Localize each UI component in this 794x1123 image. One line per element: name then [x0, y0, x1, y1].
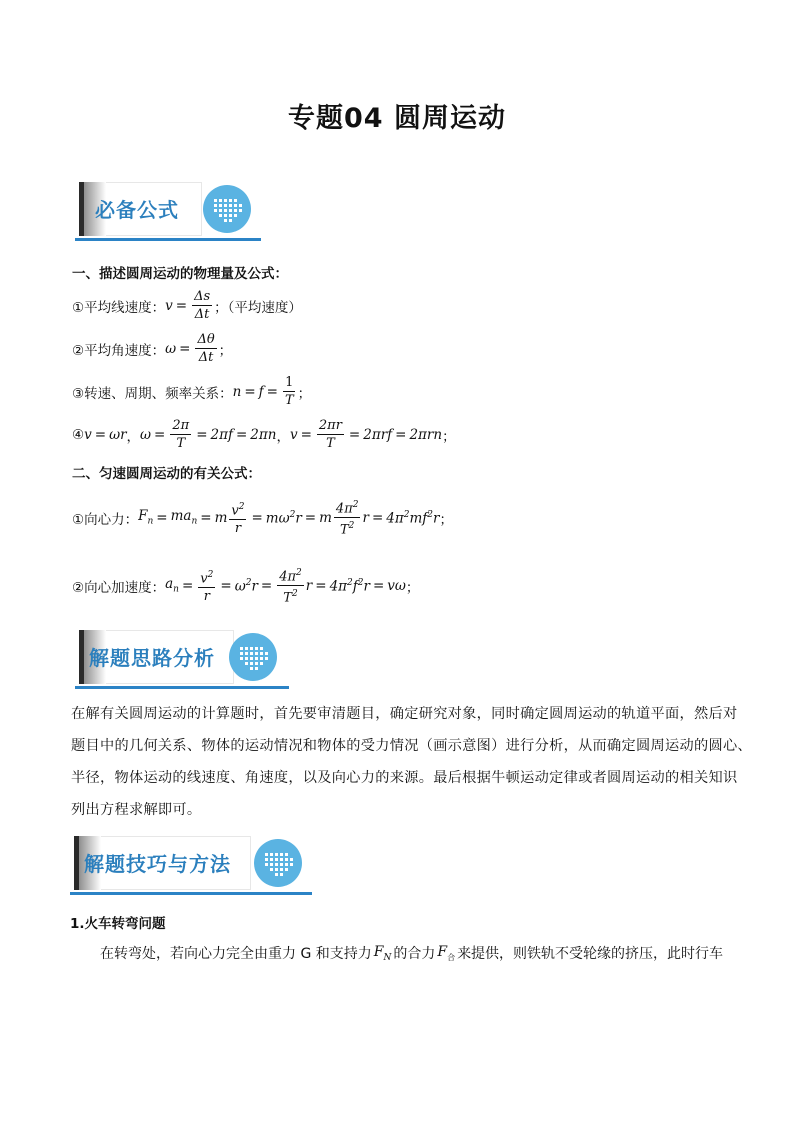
grid-dots-icon [229, 633, 277, 681]
formula-velocity-relations: ④ v = ωr ， ω = $\frac{2\pi}{T}$ = 2πf = 2πn ， v = $\frac{2\pi r}{T}$ = 2πrf = 2πrn ； [72, 418, 456, 451]
formula-label: ②平均角速度： [72, 342, 166, 359]
heading-uniform-motion: 二、匀速圆周运动的有关公式： [72, 466, 261, 482]
section-badge-analysis [75, 630, 295, 690]
formula-label: ①平均线速度： [72, 299, 166, 316]
paragraph-line: 半径，物体运动的线速度、角速度，以及向心力的来源。最后根据牛顿运动定律或者圆周运动的相关知识 [71, 770, 738, 786]
paragraph-line: 题目中的几何关系、物体的运动情况和物体的受力情况（画示意图）进行分析，从而确定圆周运动的圆心、 [71, 738, 752, 754]
heading-quantities: 一、描述圆周运动的物理量及公式： [72, 266, 288, 282]
section-label: 解题思路分析 [89, 646, 215, 670]
formula-centripetal-acceleration: ②向心加速度： $a_n$ = $\frac{v^2}{r}$ = $\omega^2r$ = $\frac{4\pi^2}{T^2}$ r = $4\pi^2f^2r$ = vω ； [72, 565, 419, 607]
text-segment: 的合力 [393, 946, 436, 962]
formula-label: ③转速、周期、频率关系： [72, 385, 233, 402]
section-badge-formulas [75, 182, 265, 242]
grid-dots-icon [203, 185, 251, 233]
text-segment: 在转弯处，若向心力完全由重力 G 和支持力 [100, 946, 372, 962]
item-text-train-turning: 在转弯处，若向心力完全由重力 G 和支持力 $F_N$ 的合力 $F_合$ 来提供，则铁轨不受轮缘的挤压，此时行车 [100, 943, 724, 963]
section-label: 必备公式 [95, 198, 179, 222]
formula-average-angular-velocity: ②平均角速度： ω = $\frac{\Delta\theta}{\Delta t}$ ； [72, 332, 233, 365]
analysis-paragraph [71, 698, 752, 826]
text-segment: 来提供，则铁轨不受轮缘的挤压，此时行车 [457, 946, 724, 962]
section-badge-methods [70, 836, 316, 896]
formula-note: ；（平均速度） [214, 299, 302, 316]
formula-label: ①向心力： [72, 511, 139, 528]
subscript-he: 合 [447, 952, 456, 962]
formula-label: ④ [72, 426, 85, 443]
grid-dots-icon [254, 839, 302, 887]
formula-frequency-relation: ③转速、周期、频率关系： n = f = $\frac{1}{T}$ ； [72, 375, 312, 408]
formula-label: ②向心加速度： [72, 579, 166, 596]
paragraph-line: 列出方程求解即可。 [71, 802, 202, 818]
page-title: 专题04 圆周运动 [288, 103, 506, 134]
item-title-train-turning: 1.火车转弯问题 [70, 916, 166, 932]
paragraph-line: 在解有关圆周运动的计算题时，首先要审清题目，确定研究对象，同时确定圆周运动的轨道平面，然后对 [71, 706, 738, 722]
section-label: 解题技巧与方法 [84, 852, 231, 876]
formula-average-linear-velocity: ①平均线速度： v = $\frac{\Delta s}{\Delta t}$ ；（平均速度） [72, 289, 302, 322]
formula-centripetal-force: ①向心力： $F_n$ = $ma_n$ = m $\frac{v^2}{r}$ = $m\omega^2r$ = m $\frac{4\pi^2}{T^2}$ r = $4\pi^2mf^2r$ ； [72, 497, 453, 539]
